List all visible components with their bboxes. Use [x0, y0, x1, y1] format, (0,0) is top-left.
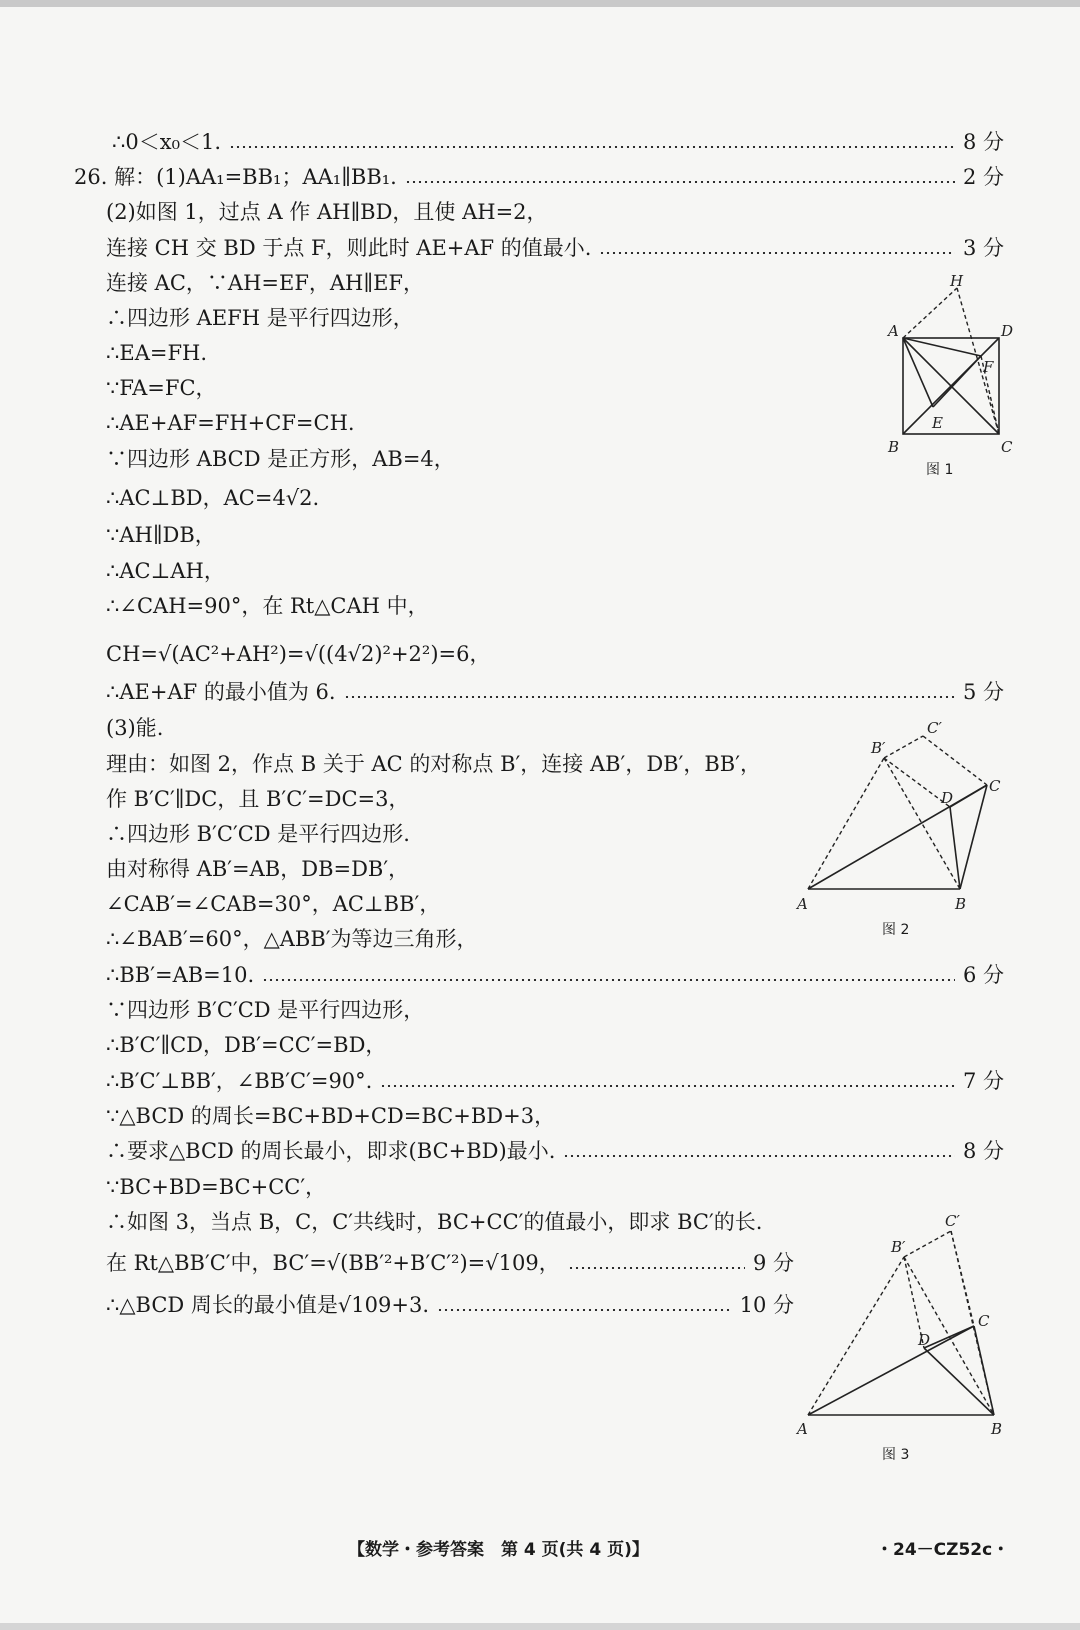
figure-2-drawing [795, 715, 1015, 915]
line-text: 连接 AC，∵AH=EF，AH∥EF， [106, 271, 424, 295]
label-b-prime: B′ [871, 739, 886, 757]
answer-line [106, 638, 491, 670]
line-text: ∴B′C′⊥BB′，∠BB′C′=90°. [106, 1069, 373, 1093]
label-c: C [978, 1312, 990, 1330]
figure-1 [880, 270, 1014, 460]
answer-line [106, 1029, 386, 1061]
line-text: ∴B′C′∥CD，DB′=CC′=BD， [106, 1033, 387, 1057]
answer-line [106, 372, 217, 404]
line-text: ∴四边形 AEFH 是平行四边形， [106, 306, 414, 330]
answer-line [106, 1289, 794, 1321]
line-text: 由对称得 AB′=AB，DB=DB′， [106, 857, 410, 881]
score: 8 分 [962, 1139, 1004, 1163]
score: 8 分 [962, 130, 1004, 154]
line-text: ∴△BCD 周长的最小值是√109+3. [106, 1293, 430, 1317]
answer-line [106, 923, 478, 955]
leader-dots [568, 1267, 745, 1269]
answer-line [106, 443, 455, 475]
answer-line [106, 590, 429, 622]
segment-ab-prime [808, 1257, 904, 1415]
label-c-prime: C′ [927, 719, 942, 737]
segment-bd [924, 1348, 994, 1415]
line-text: ∴AE+AF=FH+CF=CH. [106, 411, 355, 435]
line-text: ∴∠BAB′=60°，△ABB′为等边三角形， [106, 927, 478, 951]
answer-line [106, 1247, 794, 1279]
line-text: ∴EA=FH. [106, 341, 208, 365]
answer-line [106, 994, 424, 1026]
label-f: F [983, 358, 994, 376]
figure-3-caption: 图 3 [882, 1447, 910, 1463]
figure-3-drawing [795, 1208, 1015, 1438]
line-text: ∴BB′=AB=10. [106, 963, 255, 987]
score: 10 分 [739, 1293, 794, 1317]
line-text: ∵BC+BD=BC+CC′， [106, 1175, 327, 1199]
line-text: ∴四边形 B′C′CD 是平行四边形. [106, 822, 410, 846]
answer-line [106, 337, 207, 369]
label-a: A [888, 322, 899, 340]
score: 5 分 [962, 680, 1004, 704]
line-text: ∴AC⊥AH， [106, 559, 225, 583]
answer-line [106, 302, 414, 334]
line-text: ∴AE+AF 的最小值为 6. [106, 680, 336, 704]
answer-line [106, 1171, 326, 1203]
bottom-edge [0, 1623, 1080, 1630]
score: 3 分 [962, 236, 1004, 260]
label-d: D [941, 789, 954, 807]
line-text: (3)能. [106, 716, 164, 740]
answer-line [106, 555, 225, 587]
answer-line [106, 1206, 762, 1238]
line-text: 连接 CH 交 BD 于点 F，则此时 AE+AF 的值最小. [106, 236, 592, 260]
score: 2 分 [962, 165, 1004, 189]
label-b-prime: B′ [891, 1238, 906, 1256]
segment-ah [903, 288, 957, 338]
line-text: ∴AC⊥BD，AC=4√2. [106, 486, 320, 510]
score: 7 分 [962, 1069, 1004, 1093]
answer-line [106, 783, 410, 815]
document-code: ・24－CZ52c・ [876, 1540, 1010, 1560]
line-text: ∴0＜x₀＜1. [112, 130, 222, 154]
label-c-prime: C′ [945, 1212, 960, 1230]
label-c: C [1001, 438, 1013, 456]
answer-line [106, 519, 216, 551]
answer-line [106, 853, 409, 885]
label-d: D [1001, 322, 1014, 340]
score: 6 分 [962, 963, 1004, 987]
line-text: CH=√(AC²+AH²)=√((4√2)²+2²)=6， [106, 642, 491, 666]
top-edge [0, 0, 1080, 7]
segment-ef [933, 356, 981, 407]
answer-line [106, 1135, 1004, 1167]
line-text: ∴要求△BCD 的周长最小，即求(BC+BD)最小. [106, 1139, 556, 1163]
segment-bc [960, 785, 987, 889]
answer-line [106, 818, 410, 850]
label-e: E [932, 414, 943, 432]
segment-c-prime-c [923, 736, 987, 785]
answer-line [106, 676, 1004, 708]
answer-line [106, 267, 424, 299]
line-text: ∵四边形 ABCD 是正方形，AB=4， [106, 447, 455, 471]
label-b: B [955, 895, 967, 913]
line-text: 作 B′C′∥DC，且 B′C′=DC=3， [106, 787, 410, 811]
label-h: H [950, 272, 964, 290]
answer-line [106, 712, 163, 744]
answer-line [106, 196, 548, 228]
segment-b-prime-c-prime [884, 736, 923, 758]
answer-line [106, 888, 440, 920]
answer-line [106, 1100, 555, 1132]
answer-line [106, 407, 355, 439]
leader-dots [262, 979, 955, 981]
segment-ac [808, 1326, 974, 1415]
figure-1-caption: 图 1 [926, 462, 954, 478]
label-c: C [989, 777, 1001, 795]
line-text: 在 Rt△BB′C′中，BC′=√(BB′²+B′C′²)=√109， [106, 1251, 560, 1275]
leader-dots [437, 1309, 732, 1311]
leader-dots [344, 696, 955, 698]
label-d: D [918, 1331, 931, 1349]
line-text: (2)如图 1，过点 A 作 AH∥BD，且使 AH=2， [106, 200, 548, 224]
answer-line [106, 1065, 1004, 1097]
line-text: ∵△BCD 的周长=BC+BD+CD=BC+BD+3， [106, 1104, 556, 1128]
line-text: ∴∠CAH=90°，在 Rt△CAH 中， [106, 594, 429, 618]
label-b: B [991, 1420, 1003, 1438]
line-text: ∵AH∥DB， [106, 523, 216, 547]
answer-line [106, 959, 1004, 991]
figure-1-drawing [880, 270, 1014, 460]
segment-bd [950, 807, 960, 889]
line-text: ∵四边形 B′C′CD 是平行四边形， [106, 998, 425, 1022]
line-text: ∠CAB′=∠CAB=30°，AC⊥BB′， [106, 892, 441, 916]
segment-ae [903, 338, 933, 407]
score: 9 分 [752, 1251, 794, 1275]
label-b: B [888, 438, 900, 456]
answer-line [106, 482, 319, 514]
leader-dots [599, 252, 955, 254]
label-a: A [797, 1420, 808, 1438]
label-a: A [797, 895, 808, 913]
segment-af [903, 338, 981, 356]
line-text: 理由：如图 2，作点 B 关于 AC 的对称点 B′，连接 AB′，DB′，BB′， [106, 752, 761, 776]
segment-ab-prime [808, 758, 884, 889]
line-text: ∴如图 3，当点 B，C，C′共线时，BC+CC′的值最小，即求 BC′的长. [106, 1210, 763, 1234]
leader-dots [229, 146, 955, 148]
segment-b-prime-c-prime [904, 1231, 951, 1257]
answer-line [106, 748, 761, 780]
leader-dots [380, 1085, 955, 1087]
line-text: 26. 解：(1)AA₁=BB₁；AA₁∥BB₁. [74, 165, 397, 189]
answer-line [112, 126, 1004, 158]
answer-line [106, 232, 1004, 264]
page-footer: 【数学・参考答案 第 4 页(共 4 页)】 [348, 1540, 649, 1560]
answer-line [74, 161, 1004, 193]
figure-3 [795, 1208, 1015, 1438]
line-text: ∵FA=FC， [106, 376, 217, 400]
leader-dots [563, 1155, 955, 1157]
leader-dots [405, 181, 955, 183]
figure-2-caption: 图 2 [882, 922, 910, 938]
figure-2 [795, 715, 1015, 915]
